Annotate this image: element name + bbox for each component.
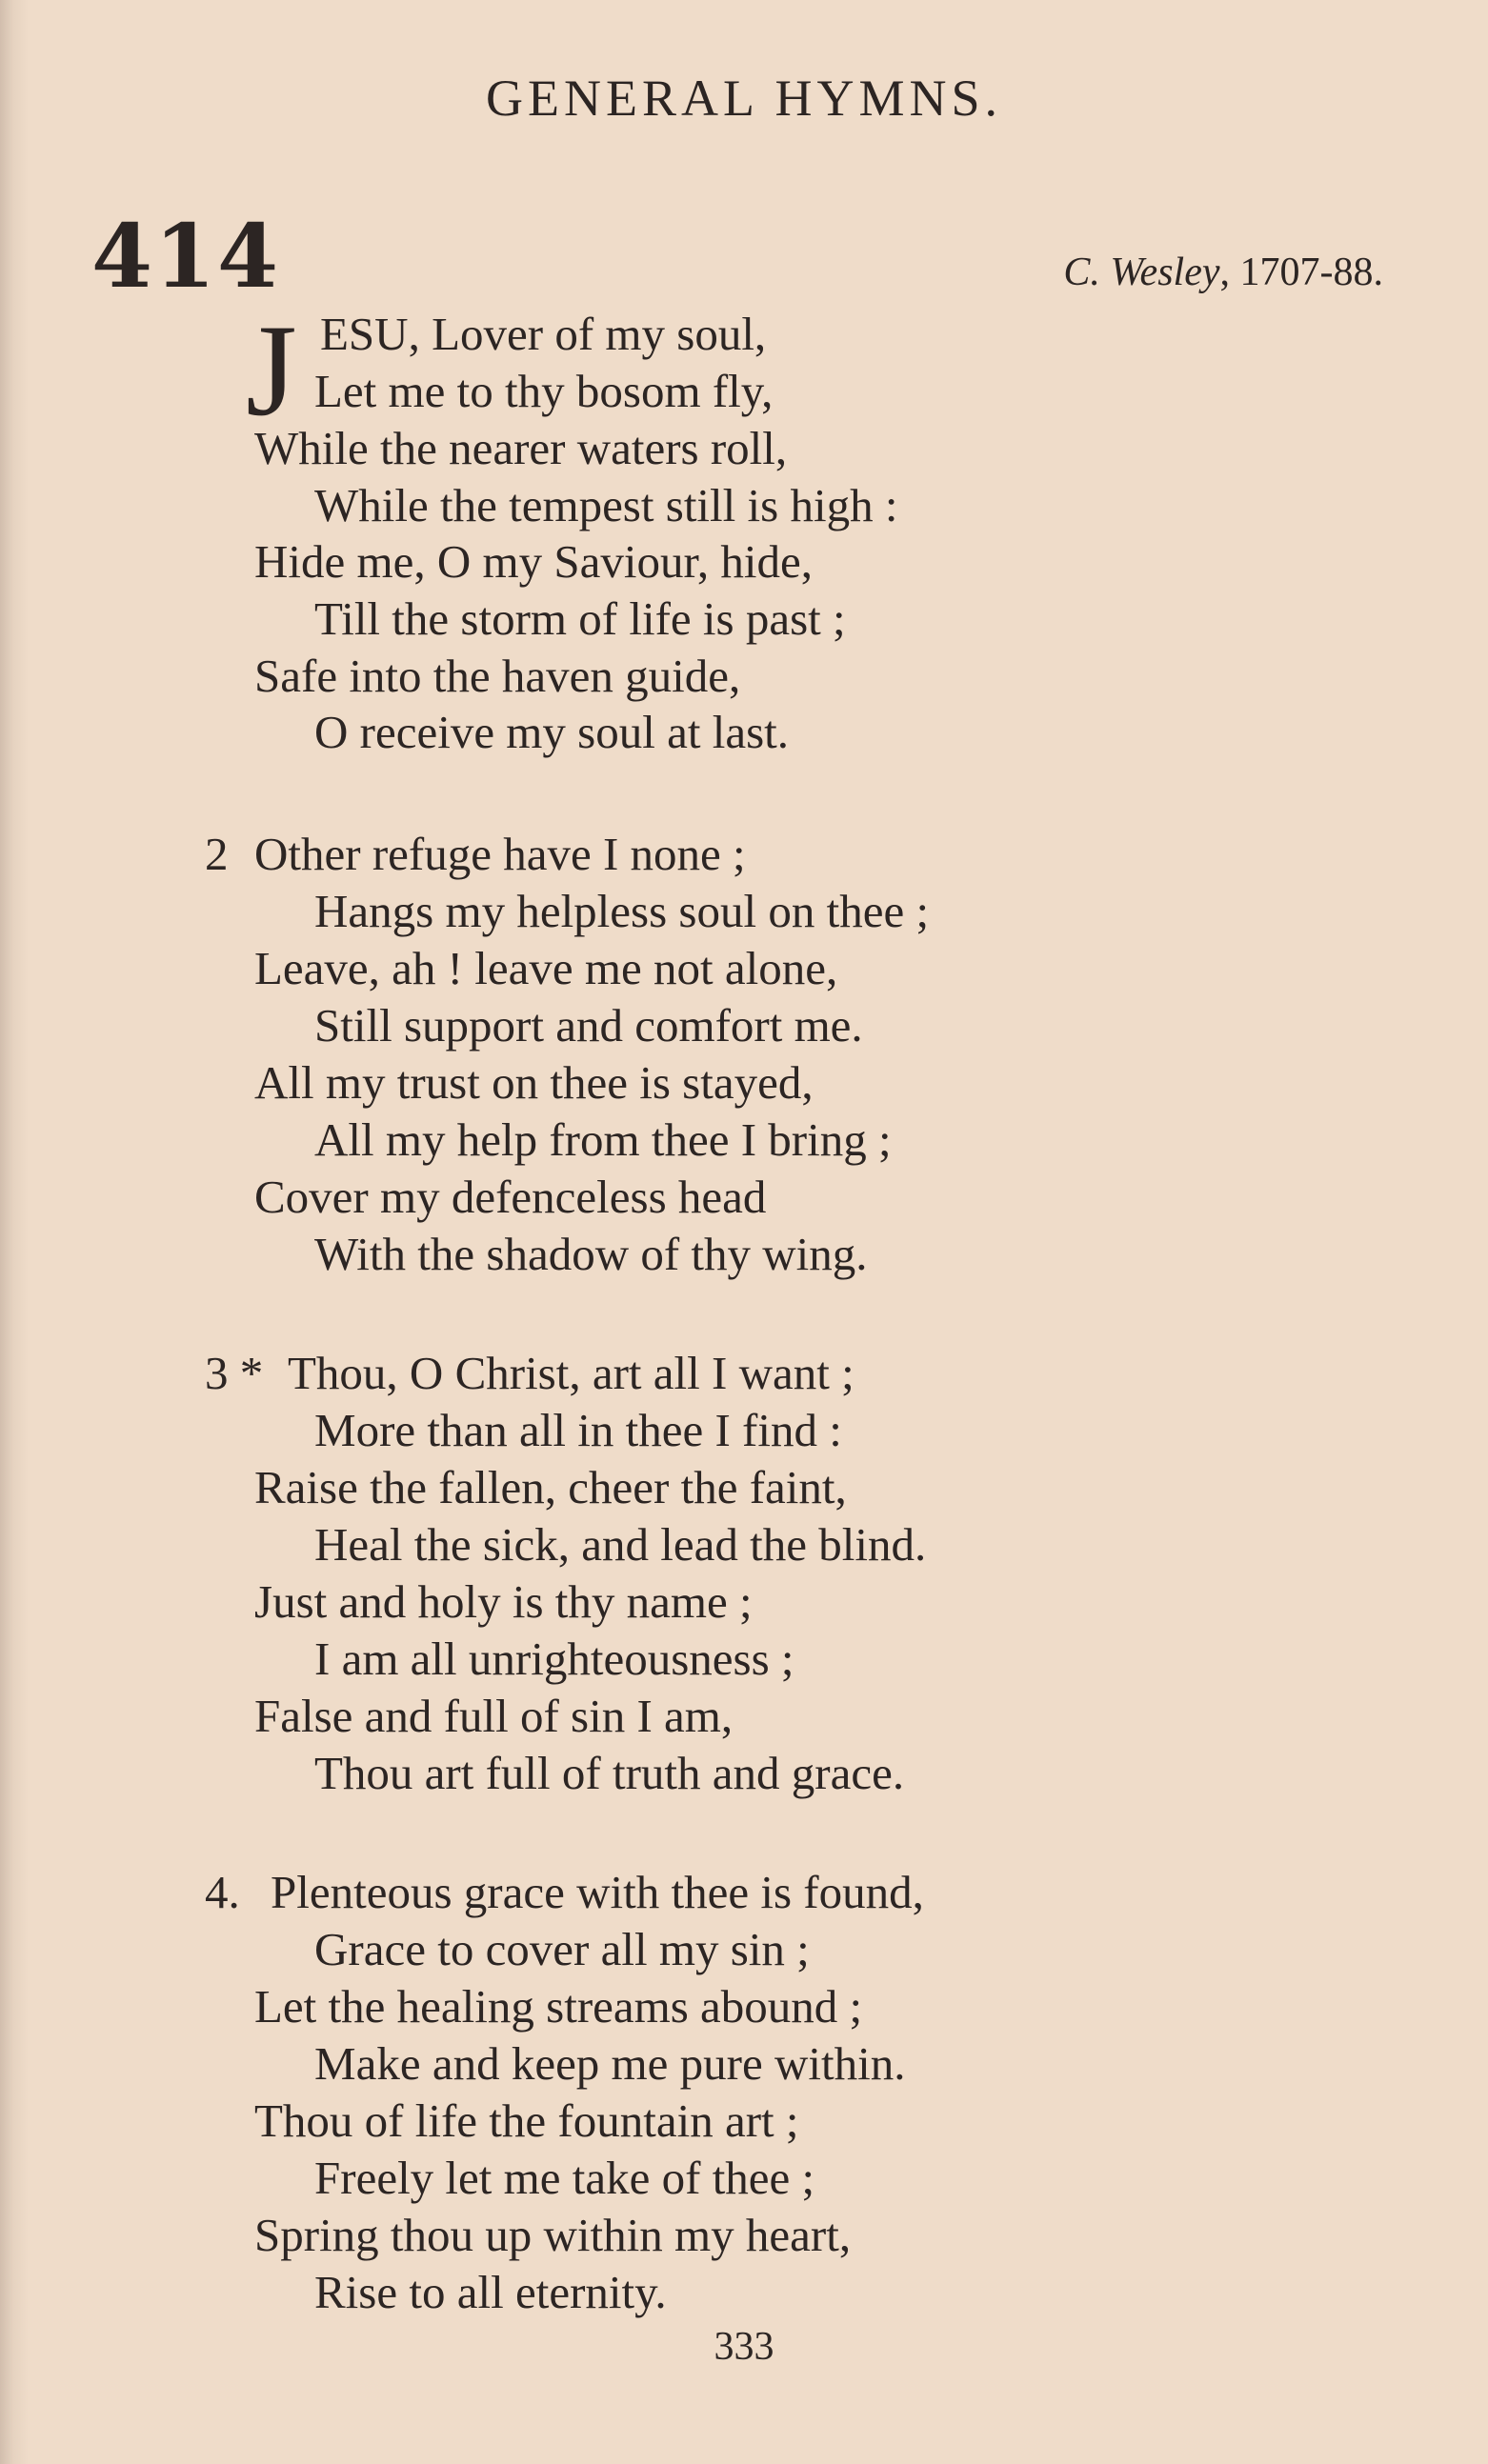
- verse-3-line-7: False and full of sin I am,: [254, 1690, 734, 1742]
- verse-3-line-5: Just and holy is thy name ;: [254, 1575, 753, 1628]
- verse-1-line-5: Hide me, O my Saviour, hide,: [254, 535, 813, 588]
- verse-1-line-3: While the nearer waters roll,: [254, 422, 788, 474]
- verse-2-line-7: Cover my defenceless head: [254, 1171, 767, 1223]
- verse-1-line-2: Let me to thy bosom fly,: [314, 365, 774, 417]
- verse-4-line-8: Rise to all eternity.: [314, 2266, 667, 2318]
- verse-4-number: 4.: [205, 1866, 240, 1918]
- verse-3-line-8: Thou art full of truth and grace.: [314, 1747, 905, 1799]
- verse-2-line-4: Still support and comfort me.: [314, 999, 863, 1052]
- author-attribution: [1063, 250, 1383, 295]
- verse-3-line-1: Thou, O Christ, art all I want ;: [288, 1347, 855, 1399]
- author-years: , 1707-88.: [1219, 250, 1383, 294]
- verse-2-number: 2: [205, 828, 229, 880]
- verse-3-line-6: I am all unrighteousness ;: [314, 1633, 794, 1685]
- verse-4-line-6: Freely let me take of thee ;: [314, 2152, 815, 2204]
- verse-2-line-3: Leave, ah ! leave me not alone,: [254, 942, 838, 994]
- verse-3-line-3: Raise the fallen, cheer the faint,: [254, 1461, 847, 1513]
- running-head: GENERAL HYMNS.: [486, 70, 1002, 127]
- verse-4-line-7: Spring thou up within my heart,: [254, 2209, 852, 2261]
- hymn-number: 414: [91, 205, 281, 308]
- drop-cap: J: [246, 297, 297, 443]
- page-number: 333: [714, 2325, 774, 2369]
- verse-1-line-1: ESU, Lover of my soul,: [320, 308, 767, 360]
- verse-4-line-2: Grace to cover all my sin ;: [314, 1923, 810, 1975]
- verse-4-line-4: Make and keep me pure within.: [314, 2037, 906, 2090]
- verse-2-line-1: Other refuge have I none ;: [254, 828, 746, 880]
- verse-2-line-6: All my help from thee I bring ;: [314, 1113, 892, 1166]
- verse-4-line-3: Let the healing streams abound ;: [254, 1980, 863, 2033]
- verse-1-line-7: Safe into the haven guide,: [254, 650, 741, 702]
- verse-2-line-5: All my trust on thee is stayed,: [254, 1056, 814, 1109]
- verse-3-line-4: Heal the sick, and lead the blind.: [314, 1518, 927, 1571]
- verse-1-line-4: While the tempest still is high :: [314, 479, 898, 531]
- verse-1-line-8: O receive my soul at last.: [314, 706, 790, 758]
- author-name: C. Wesley: [1063, 250, 1220, 294]
- verse-1-line-6: Till the storm of life is past ;: [314, 592, 846, 645]
- verse-2-line-2: Hangs my helpless soul on thee ;: [314, 885, 930, 937]
- verse-3-line-2: More than all in thee I find :: [314, 1404, 842, 1456]
- verse-3-number: 3 *: [205, 1347, 264, 1399]
- verse-4-line-5: Thou of life the fountain art ;: [254, 2094, 799, 2147]
- verse-4-line-1: Plenteous grace with thee is found,: [271, 1866, 924, 1918]
- verse-2-line-8: With the shadow of thy wing.: [314, 1228, 868, 1280]
